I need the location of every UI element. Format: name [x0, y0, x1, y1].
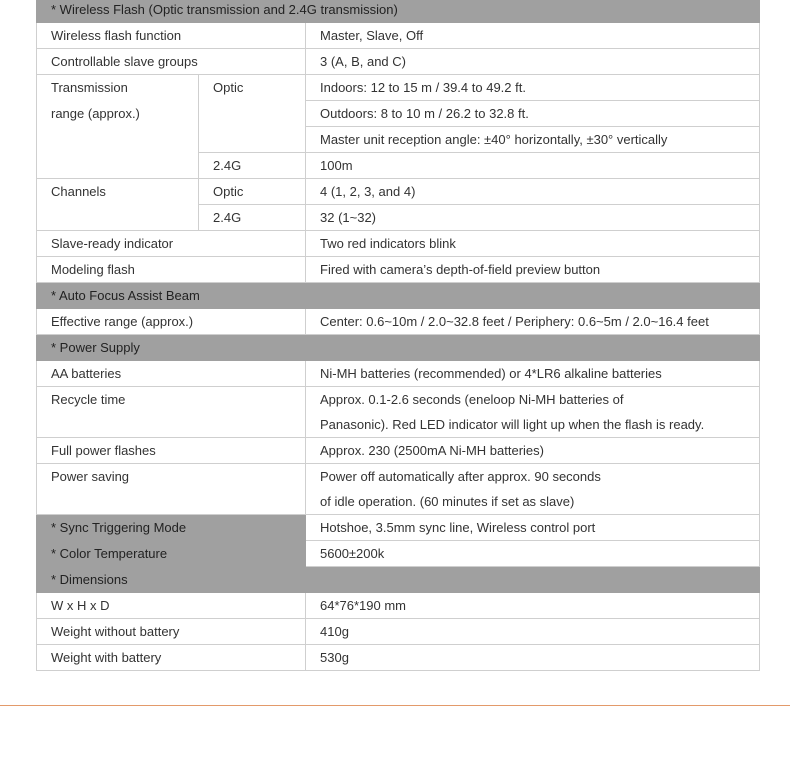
table-row: [37, 23, 760, 49]
table-row: [37, 361, 760, 387]
row-value: Hotshoe, 3.5mm sync line, Wireless control port: [306, 515, 760, 541]
row-value: 3 (A, B, and C): [306, 49, 760, 75]
table-row: [37, 179, 760, 205]
table-row: [37, 205, 760, 231]
section-header-row: [37, 567, 760, 593]
section-header-row: [37, 0, 760, 23]
transmission-label-spacer: [37, 153, 199, 179]
table-row: [37, 127, 760, 153]
table-row: [37, 257, 760, 283]
channels-label-spacer: [37, 205, 199, 231]
row-value: Approx. 0.1-2.6 seconds (eneloop Ni-MH batteries of: [306, 387, 760, 413]
transmission-24g-label: 2.4G: [199, 153, 306, 179]
row-value: 5600±200k: [306, 541, 760, 567]
row-value: Master unit reception angle: ±40° horizontally, ±30° vertically: [306, 127, 760, 153]
table-row: [37, 387, 760, 413]
row-value: Two red indicators blink: [306, 231, 760, 257]
row-label: W x H x D: [37, 593, 306, 619]
row-value: 32 (1~32): [306, 205, 760, 231]
table-row: [37, 101, 760, 127]
row-label: Weight without battery: [37, 619, 306, 645]
row-label: Wireless flash function: [37, 23, 306, 49]
section-header-row: [37, 283, 760, 309]
section-af-assist: * Auto Focus Assist Beam: [37, 283, 760, 309]
row-label: Effective range (approx.): [37, 309, 306, 335]
row-value: of idle operation. (60 minutes if set as slave): [306, 489, 760, 515]
row-label: Slave-ready indicator: [37, 231, 306, 257]
row-value: Approx. 230 (2500mA Ni-MH batteries): [306, 438, 760, 464]
row-value: Power off automatically after approx. 90 seconds: [306, 464, 760, 490]
spec-table: [36, 0, 760, 671]
table-row: [37, 515, 760, 541]
transmission-optic-label: Optic: [199, 75, 306, 153]
table-row: [37, 231, 760, 257]
table-row: [37, 309, 760, 335]
section-dimensions: * Dimensions: [37, 567, 760, 593]
table-row: [37, 153, 760, 179]
row-label-spacer: [37, 489, 306, 515]
row-label: Weight with battery: [37, 645, 306, 671]
channels-label: Channels: [37, 179, 199, 205]
row-value: Ni-MH batteries (recommended) or 4*LR6 alkaline batteries: [306, 361, 760, 387]
table-row: [37, 619, 760, 645]
table-row: [37, 438, 760, 464]
table-row: [37, 49, 760, 75]
table-row: [37, 464, 760, 490]
table-row: [37, 541, 760, 567]
row-value: 530g: [306, 645, 760, 671]
section-power-supply: * Power Supply: [37, 335, 760, 361]
row-label: AA batteries: [37, 361, 306, 387]
row-value: Panasonic). Red LED indicator will light up when the flash is ready.: [306, 412, 760, 438]
row-label: Modeling flash: [37, 257, 306, 283]
row-value: 64*76*190 mm: [306, 593, 760, 619]
row-label: Full power flashes: [37, 438, 306, 464]
row-value: 410g: [306, 619, 760, 645]
table-row: [37, 75, 760, 101]
section-sync-mode: * Sync Triggering Mode: [37, 515, 306, 541]
row-value: 4 (1, 2, 3, and 4): [306, 179, 760, 205]
section-header-row: [37, 335, 760, 361]
row-value: Center: 0.6~10m / 2.0~32.8 feet / Periphery: 0.6~5m / 2.0~16.4 feet: [306, 309, 760, 335]
table-row: [37, 489, 760, 515]
transmission-label-line1: Transmission: [37, 75, 199, 101]
table-row: [37, 645, 760, 671]
transmission-label-line2: range (approx.): [37, 101, 199, 127]
channels-24g-label: 2.4G: [199, 205, 306, 231]
row-label-spacer: [37, 412, 306, 438]
section-wireless-flash: * Wireless Flash (Optic transmission and 2.4G transmission): [37, 0, 760, 23]
row-value: 100m: [306, 153, 760, 179]
footer-divider: [0, 705, 790, 706]
row-label: Power saving: [37, 464, 306, 490]
row-value: Master, Slave, Off: [306, 23, 760, 49]
transmission-label-spacer: [37, 127, 199, 153]
row-label: Recycle time: [37, 387, 306, 413]
table-row: [37, 593, 760, 619]
row-label: Controllable slave groups: [37, 49, 306, 75]
row-value: Fired with camera’s depth-of-field preview button: [306, 257, 760, 283]
row-value: Indoors: 12 to 15 m / 39.4 to 49.2 ft.: [306, 75, 760, 101]
row-value: Outdoors: 8 to 10 m / 26.2 to 32.8 ft.: [306, 101, 760, 127]
table-row: [37, 412, 760, 438]
channels-optic-label: Optic: [199, 179, 306, 205]
section-color-temperature: * Color Temperature: [37, 541, 306, 567]
